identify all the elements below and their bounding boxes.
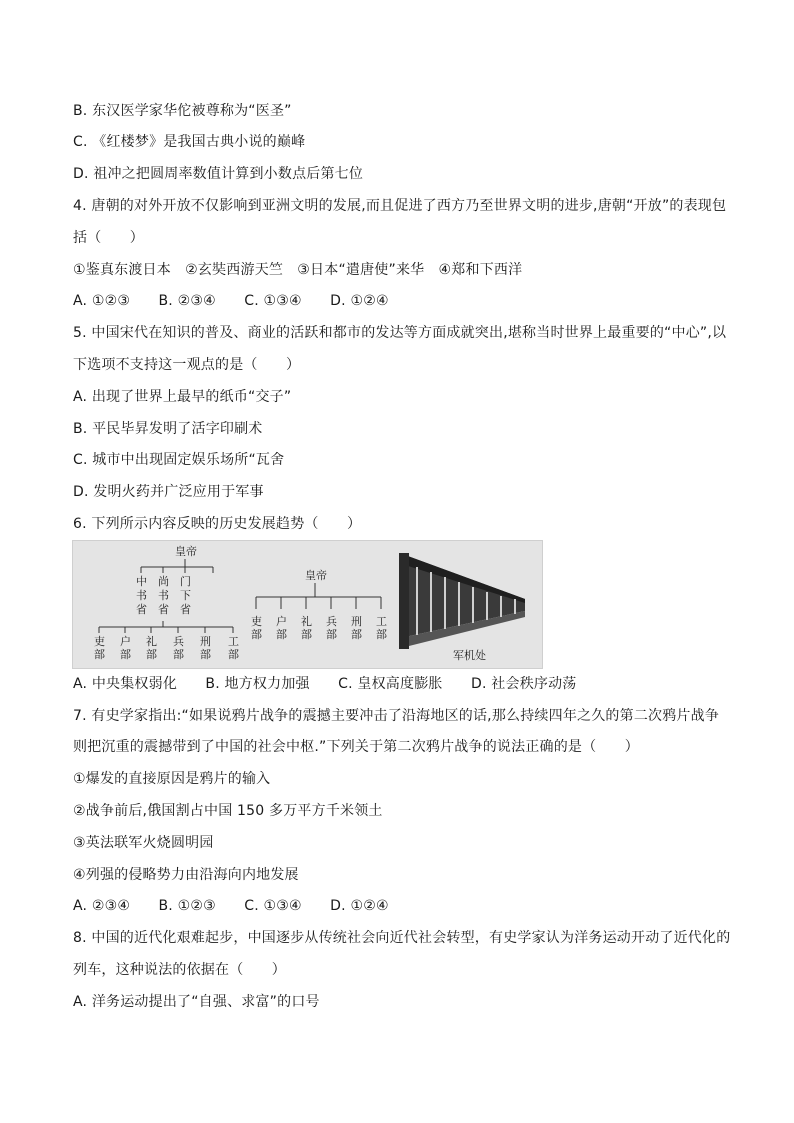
question-6-figure: [72, 540, 543, 669]
svg-text:兵: 兵: [173, 635, 184, 648]
question-5-stem-cont: 下选项不支持这一观点的是（ ）: [73, 357, 301, 373]
svg-text:部: 部: [376, 628, 387, 641]
svg-text:工: 工: [228, 635, 239, 648]
question-5-option-c: C. 城市中出现固定娱乐场所“瓦舍: [73, 452, 285, 468]
question-8-stem-cont: 列车，这种说法的依据在（ ）: [73, 962, 286, 978]
svg-text:部: 部: [276, 628, 287, 641]
junjichu-photo: [399, 553, 525, 649]
svg-text:户: 户: [120, 635, 131, 648]
svg-text:工: 工: [376, 615, 387, 628]
svg-text:部: 部: [120, 648, 131, 661]
svg-text:吏: 吏: [94, 635, 105, 648]
svg-text:部: 部: [228, 648, 239, 661]
chart1-emperor: 皇帝: [175, 545, 197, 558]
svg-text:户: 户: [276, 615, 287, 628]
question-5-option-a: A. 出现了世界上最早的纸币“交子”: [73, 389, 292, 405]
chart1-bottom-labels: [94, 634, 239, 661]
chart1-zhongshu-3: 省: [136, 603, 147, 616]
chart2-bottom-labels: [251, 614, 387, 641]
question-7-item-2: ②战争前后,俄国割占中国 150 多万平方千米领土: [73, 803, 383, 819]
question-5-option-b: B. 平民毕昇发明了活字印刷术: [73, 421, 263, 437]
chart1-shangshu-3: 省: [158, 603, 169, 616]
svg-text:礼: 礼: [146, 635, 157, 648]
chart1-shangshu-2: 书: [158, 589, 169, 602]
chart1-menxia-2: 下: [180, 589, 191, 602]
svg-text:部: 部: [173, 648, 184, 661]
chart1-menxia-3: 省: [180, 603, 191, 616]
question-7-stem-cont: 则把沉重的震撼带到了中国的社会中枢.”下列关于第二次鸦片战争的说法正确的是（ ）: [73, 739, 639, 755]
question-7-item-3: ③英法联军火烧圆明园: [73, 835, 214, 851]
svg-text:礼: 礼: [301, 615, 312, 628]
question-7-options: A. ②③④ B. ①②③ C. ①③④ D. ①②④: [73, 898, 389, 914]
chart1-middle-labels: [136, 574, 191, 616]
svg-text:部: 部: [326, 628, 337, 641]
question-6-stem: 6. 下列所示内容反映的历史发展趋势（ ）: [73, 516, 362, 532]
figure-svg: [73, 541, 542, 668]
svg-text:部: 部: [301, 628, 312, 641]
chart1-zhongshu-2: 书: [136, 589, 147, 602]
svg-text:兵: 兵: [326, 615, 337, 628]
svg-text:刑: 刑: [351, 615, 362, 628]
question-4-stem-cont: 括（ ）: [73, 230, 144, 246]
svg-text:部: 部: [146, 648, 157, 661]
question-4-options: A. ①②③ B. ②③④ C. ①③④ D. ①②④: [73, 293, 389, 309]
question-7-item-1: ①爆发的直接原因是鸦片的输入: [73, 771, 271, 787]
chart1-shangshu-1: 尚: [158, 575, 169, 588]
question-8-option-a: A. 洋务运动提出了“自强、求富”的口号: [73, 994, 320, 1010]
svg-text:部: 部: [351, 628, 362, 641]
question-6-options: A. 中央集权弱化 B. 地方权力加强 C. 皇权高度膨胀 D. 社会秩序动荡: [73, 676, 577, 692]
chart1-menxia-1: 门: [180, 575, 191, 588]
photo-caption: 军机处: [453, 649, 486, 662]
option-c-text: C. 《红楼梦》是我国古典小说的巅峰: [73, 134, 306, 150]
question-4-items: ①鉴真东渡日本 ②玄奘西游天竺 ③日本“遣唐使”来华 ④郑和下西洋: [73, 262, 523, 278]
option-b-text: B. 东汉医学家华佗被尊称为“医圣”: [73, 103, 292, 119]
question-5-stem: 5. 中国宋代在知识的普及、商业的活跃和都市的发达等方面成就突出,堪称当时世界上最重要的“中心”,以: [73, 325, 727, 341]
option-d-text: D. 祖冲之把圆周率数值计算到小数点后第七位: [73, 166, 364, 182]
svg-text:部: 部: [94, 648, 105, 661]
chart2-emperor: 皇帝: [305, 569, 327, 582]
svg-text:部: 部: [200, 648, 211, 661]
svg-text:吏: 吏: [251, 615, 262, 628]
svg-text:刑: 刑: [200, 635, 211, 648]
question-8-stem: 8. 中国的近代化艰难起步，中国逐步从传统社会向近代社会转型，有史学家认为洋务运动开动了近代化的: [73, 930, 731, 946]
org-chart-ming: [256, 583, 381, 609]
chart1-zhongshu-1: 中: [136, 575, 147, 588]
question-4-stem: 4. 唐朝的对外开放不仅影响到亚洲文明的发展,而且促进了西方乃至世界文明的进步,唐朝“开放”的表现包: [73, 198, 727, 214]
question-7-stem: 7. 有史学家指出:“如果说鸦片战争的震撼主要冲击了沿海地区的话,那么持续四年之久的第二次鸦片战争: [73, 708, 720, 724]
question-7-item-4: ④列强的侵略势力由沿海向内地发展: [73, 867, 299, 883]
question-5-option-d: D. 发明火药并广泛应用于军事: [73, 484, 264, 500]
svg-text:部: 部: [251, 628, 262, 641]
